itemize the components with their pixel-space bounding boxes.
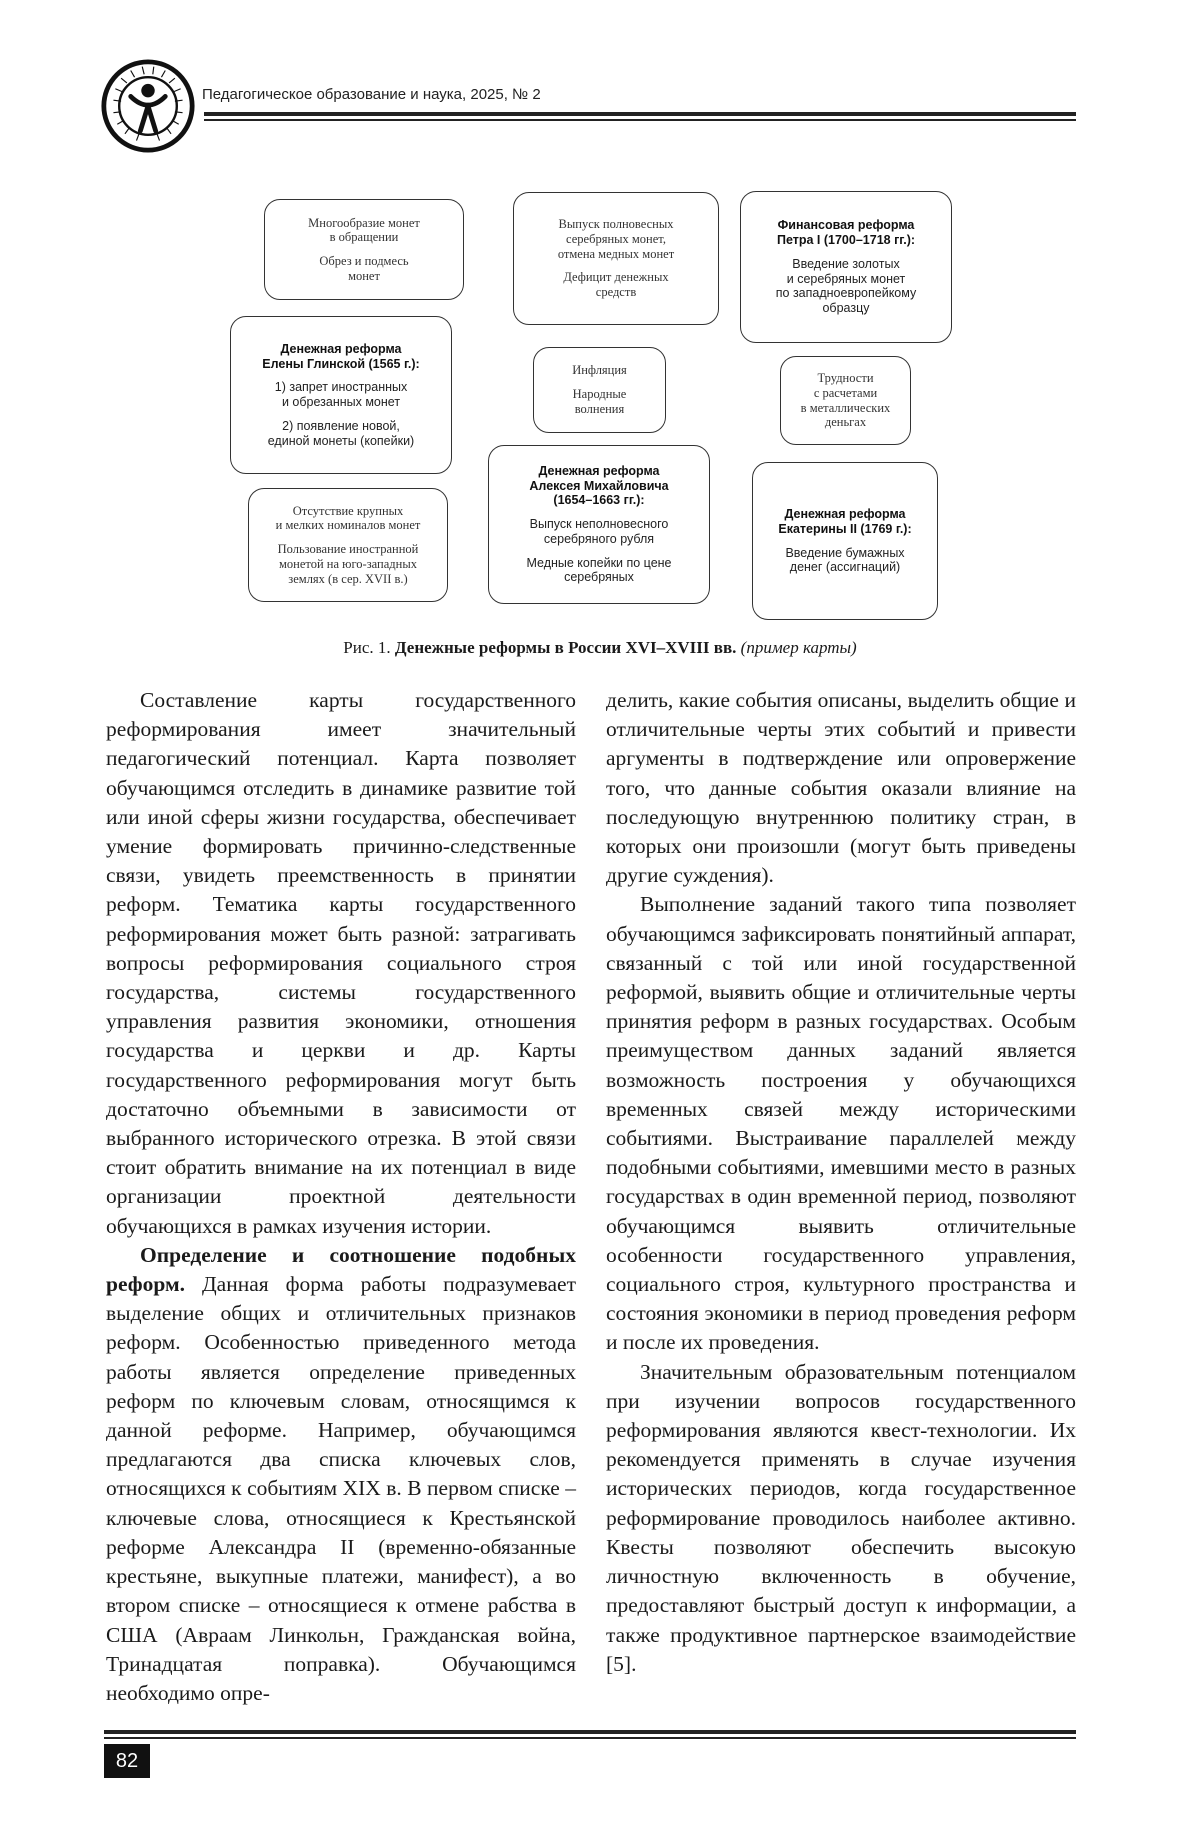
figure-caption: Рис. 1. Денежные реформы в России XVI–XVIII вв. (пример карты) (343, 638, 857, 657)
figure-box-settlement-difficulties: Трудности с расчетами в металлических деньгах (780, 356, 911, 445)
footer-rule-thin (104, 1737, 1076, 1739)
figure-box-coin-diversity: Многообразие монет в обращении Обрез и подмесь монет (264, 199, 464, 300)
figure-box-catherine-reform: Денежная реформа Екатерины II (1769 г.): Введение бумажных денег (ассигнаций) (752, 462, 938, 620)
paragraph: делить, какие события описаны, выделить общие и отличительные черты этих событий и привести аргументы в подтверждение или опровержение того, что данные события оказали влияние на последующую внутреннюю политику стран, в которых они произошли (могут быть приведены другие суждения). (606, 688, 1076, 888)
figure-box-denomination-lack: Отсутствие крупных и мелких номиналов монет Пользование иностранной монетой на юго-западных землях (в сер. XVII в.) (248, 488, 448, 602)
figure-box-peter-reform: Финансовая реформа Петра I (1700–1718 гг.): Введение золотых и серебряных монет по западноевропейкому образцу (740, 191, 952, 343)
figure-box-inflation: Инфляция Народные волнения (533, 347, 666, 433)
page-number: 82 (104, 1744, 150, 1778)
footer-rule (104, 1730, 1076, 1734)
figure-box-alexei-reform: Денежная реформа Алексея Михайловича (1654–1663 гг.): Выпуск неполновесного серебряного рубля Медные копейки по цене серебряных (488, 445, 710, 604)
figure-box-full-weight-coins: Выпуск полновесных серебряных монет, отмена медных монет Дефицит денежных средств (513, 192, 719, 325)
paragraph: Определение и соотношение подобных реформ. Данная форма работы подразумевает выделение общих и отличительных признаков реформ. Особенностью приведенного метода работы является определение приведенных реформ по ключевым словам, относящимся к данной реформе. Например, обучающимся предлагаются два списка ключевых слов, относящихся к событиям XIX в. В первом списке – ключевые слова, относящиеся к Крестьянской реформе Александра II (временно-обязанные крестьяне, выкупные платежи, манифест), а во втором списке – относящиеся к отмене рабства в США (Авраам Линкольн, Гражданская война, Тринадцатая поправка). Обучающимся необходимо опре- (106, 1242, 576, 1705)
text-column-right (606, 686, 1076, 1679)
figure-box-glinskaya-reform: Денежная реформа Елены Глинской (1565 г.): 1) запрет иностранных и обрезанных монет 2) появление новой, единой монеты (копейки) (230, 316, 452, 474)
paragraph: Выполнение заданий такого типа позволяет обучающимся зафиксировать понятийный аппарат, связанный с той или иной государственной реформой, выявить общие и отличительные черты принятия реформ в разных государствах. Особым преимуществом данных заданий является возможность построения у обучающихся временных связей между историческими событиями. Выстраивание параллелей между подобными событиями, имевшими место в разных государствах в один временной период, позволяют обучающимся выявить отличительные особенности государственного управления, социального строя, культурного пространства и состояния экономики в период проведения реформ и после их проведения. (606, 892, 1076, 1355)
paragraph: Значительным образовательным потенциалом при изучении вопросов государственного реформирования являются квест-технологии. Их рекомендуется применять в случае изучения исторических периодов, когда государственное реформирование проводилось наиболее активно. Квесты позволяют обеспечить высокую личностную включенность в обучение, предоставляют быстрый доступ к информации, а также продуктивное партнерское взаимодействие [5]. (606, 1359, 1076, 1676)
header-rule-thin (204, 119, 1076, 121)
journal-header-title: Педагогическое образование и наука, 2025, № 2 (202, 86, 541, 103)
journal-seal-icon (100, 58, 196, 154)
text-column-left (106, 686, 576, 1708)
paragraph-heading: Определение и соотношение подобных реформ. (106, 1242, 576, 1297)
header-rule (204, 112, 1076, 116)
paragraph: Составление карты государственного реформирования имеет значительный педагогический потенциал. Карта позволяет обучающимся отследить в динамике развитие той или иной сферы жизни государства, обеспечивает умение формировать причинно-следственные связи, увидеть преемственность в принятии реформ. Тематика карты государственного реформирования может быть разной: затрагивать вопросы реформирования социального строя государства, системы государственного управления развития экономики, отношения государства и церкви и др. Карты государственного реформирования могут быть достаточно объемными в зависимости от выбранного исторического отрезка. В этой связи стоит обратить внимание на их потенциал в виде организации проектной деятельности обучающихся в рамках изучения истории. (106, 688, 576, 1238)
